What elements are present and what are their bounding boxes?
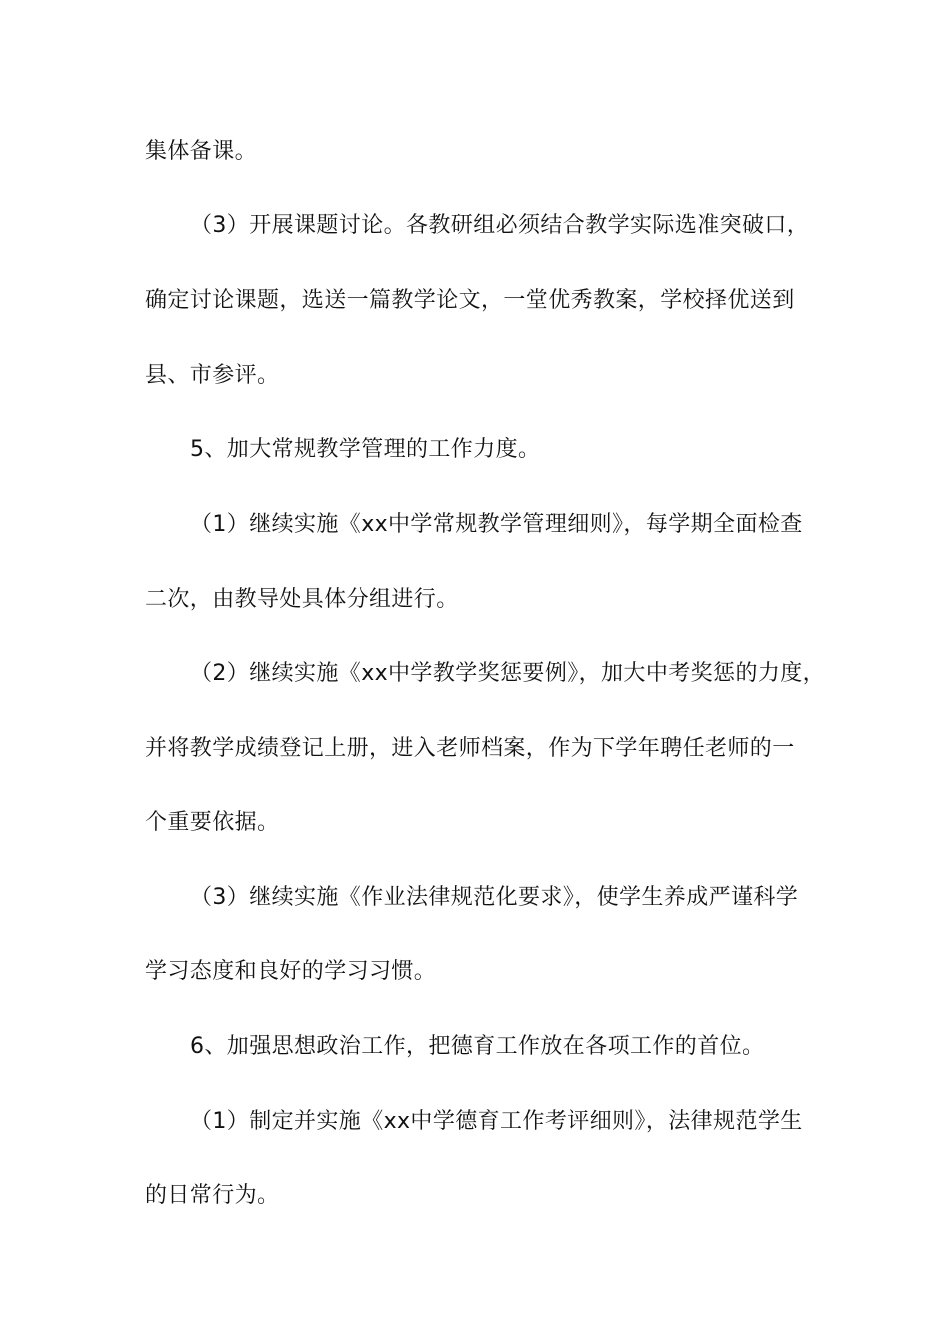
text-line: 5、加大常规教学管理的工作力度。: [190, 437, 541, 462]
text-line: （1）制定并实施《xx中学德育工作考评细则》，法律规范学生: [190, 1109, 803, 1134]
text-line: 县、市参评。: [145, 363, 280, 388]
text-line: 个重要依据。: [145, 810, 280, 835]
text-line: 的日常行为。: [145, 1183, 280, 1208]
text-line: 确定讨论课题，选送一篇教学论文，一堂优秀教案，学校择优送到: [145, 288, 795, 313]
text-line: （1）继续实施《xx中学常规教学管理细则》，每学期全面检查: [190, 512, 803, 537]
text-line: （3）开展课题讨论。各教研组必须结合教学实际选准突破口，: [190, 213, 810, 238]
text-line: 二次，由教导处具体分组进行。: [145, 587, 459, 612]
text-line: 学习态度和良好的学习习惯。: [145, 959, 437, 984]
text-line: 并将教学成绩登记上册，进入老师档案，作为下学年聘任老师的一: [145, 736, 795, 761]
text-line: 集体备课。: [145, 139, 258, 164]
text-line: （3）继续实施《作业法律规范化要求》，使学生养成严谨科学: [190, 885, 799, 910]
text-line: 6、加强思想政治工作，把德育工作放在各项工作的首位。: [190, 1034, 765, 1059]
text-line: （2）继续实施《xx中学教学奖惩要例》，加大中考奖惩的力度，: [190, 661, 826, 686]
